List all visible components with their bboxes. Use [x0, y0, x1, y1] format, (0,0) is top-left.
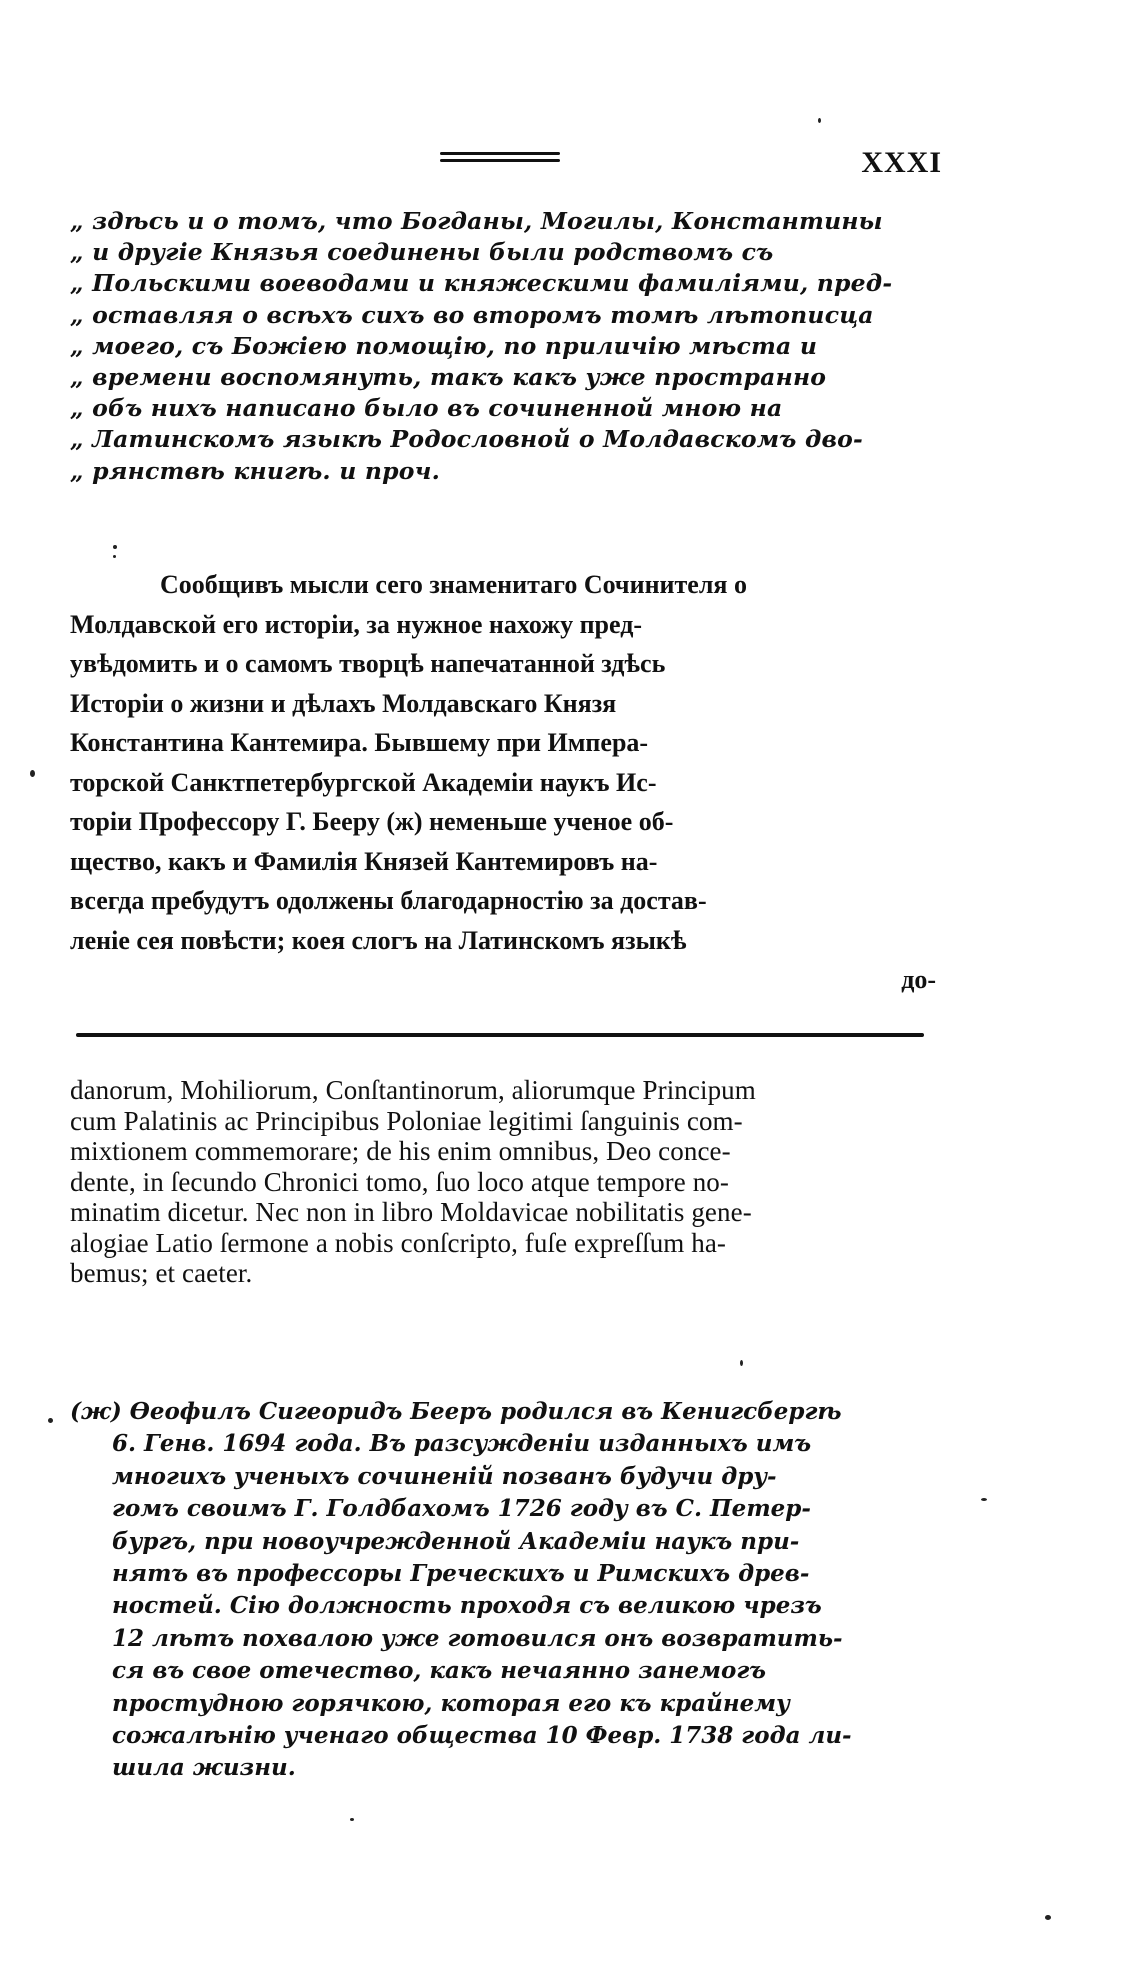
quote-line: „ оставляя о всѣхъ сихъ во второмъ томѣ лѣтописца: [70, 300, 874, 329]
quote-line: „ здѣсь и о томъ, что Богданы, Могилы, Констaнтины: [70, 207, 883, 235]
scan-speck: [350, 1818, 354, 1821]
footnote-line: простудною горячкою, которая его къ крайнему: [112, 1689, 790, 1717]
quotation-block: [70, 206, 940, 487]
paragraph-line: торіи Профессору Г. Беeру (ж) неменьше ученое об-: [70, 807, 674, 836]
scan-speck: [981, 1498, 987, 1501]
latin-line: cum Palatinis ac Principibus Poloniae legitimi ſanguinis com-: [70, 1105, 743, 1136]
footnote-line: бургъ, при новоучрежденной Академіи наукъ при-: [112, 1527, 800, 1555]
footnote-line: 6. Генв. 1694 года. Въ разсужденіи изданныхъ имъ: [112, 1430, 812, 1458]
scan-speck: [740, 1360, 743, 1366]
quote-line: „ рянствѣ книгѣ. и проч.: [70, 456, 441, 485]
footnote-line: шила жизни.: [112, 1754, 296, 1782]
footnote-separator-rule: [76, 1033, 924, 1037]
footnote-zh: [70, 1396, 940, 1785]
quote-line: „ Латинскомъ языкѣ Родословной о Молдавскомъ дво-: [70, 425, 863, 454]
paragraph-line: Сообщивъ мысли сего знаменитаго Сочинителя о: [160, 570, 747, 599]
page-number: XXXI: [861, 146, 942, 179]
footnote-line: ся въ свое отечество, какъ нечаянно занемогъ: [112, 1657, 766, 1685]
quote-line: „ Польскими воеводами и княжескими фамиліями, пред-: [70, 269, 893, 298]
latin-line: minatim dicetur. Nec non in libro Moldavicae nobilitatis gene-: [70, 1197, 752, 1227]
quote-line: „ моего, съ Божіею помощію, по приличію мѣста и: [70, 331, 818, 360]
paragraph-line: всегда пребудутъ одолжены благодарностію за достав-: [70, 886, 707, 915]
scan-speck: [113, 545, 117, 549]
paragraph-line: торской Санктпетербургской Академіи наукъ Ис-: [70, 767, 657, 797]
footnote-line: (ж) Ѳеофилъ Сигеоридъ Беeръ родился въ Кенигсбергѣ: [70, 1398, 842, 1425]
footnote-line: многихъ ученыхъ сочиненій позванъ будучи дру-: [112, 1462, 777, 1490]
footnote-line: 12 лѣтъ похвалою уже готовился онъ возвратить-: [112, 1624, 843, 1652]
latin-line: danorum, Mohiliorum, Conſtantinorum, aliorumque Principum: [70, 1075, 756, 1105]
latin-line: dente, in ſecundo Chronici tomo, ſuo loco atque tempore no-: [70, 1166, 729, 1197]
scan-speck: [1045, 1915, 1051, 1920]
latin-line: bemus; et caeter.: [70, 1258, 253, 1288]
latin-line: mixtionem commemorare; de his enim omnibus, Deo conce-: [70, 1136, 731, 1166]
paragraph-line: леніе сея повѣсти; коея слогъ на Латинскомъ языкѣ: [70, 925, 687, 955]
footnote-line: сожалѣнію ученаго общества 10 Февр. 1738 года ли-: [112, 1722, 852, 1750]
quote-line: „ времени воспомянуть, такъ какъ уже пространно: [70, 363, 827, 392]
footnote-line: нятъ въ профессоры Греческихъ и Римскихъ древ-: [112, 1560, 810, 1588]
paragraph-line: щество, какъ и Фамилія Князей Кантемировъ на-: [70, 846, 658, 876]
catchword: до-: [901, 965, 936, 994]
latin-line: alogiae Latio ſermone a nobis conſcripto, fuſe expreſſum ha-: [70, 1227, 727, 1258]
paragraph-line: Молдавской его исторіи, за нужное нахожу пред-: [70, 609, 643, 639]
header-ornament-rule: [440, 152, 560, 168]
paragraph-line: увѣдомить и о самомъ творцѣ напечатанной здѣсь: [70, 649, 666, 678]
paragraph-line: Исторіи о жизни и дѣлахъ Молдавскаго Князя: [70, 688, 617, 718]
paragraph-line: Константина Кантемира. Бывшему при Импера-: [70, 728, 649, 757]
footnote-line: ностей. Сію должность проходя съ великою чрезъ: [112, 1592, 822, 1620]
scan-speck: [30, 770, 35, 777]
latin-note: [70, 1075, 940, 1289]
footnote-line: гомъ своимъ Г. Голдбахомъ 1726 году въ С. Петер-: [112, 1495, 811, 1523]
scan-speck: [48, 1418, 53, 1423]
scan-speck: [113, 555, 116, 558]
quote-line: „ и другіе Князья соединены были родствомъ съ: [70, 238, 774, 267]
scan-speck: [818, 118, 821, 123]
main-paragraph: [70, 565, 940, 1000]
quote-line: „ объ нихъ написано было въ сочиненной мною на: [70, 394, 783, 423]
